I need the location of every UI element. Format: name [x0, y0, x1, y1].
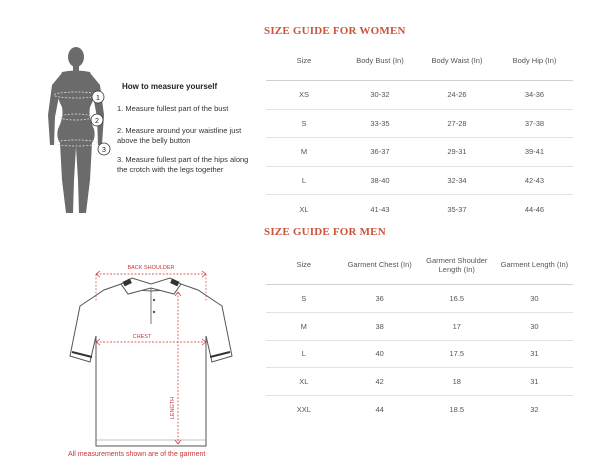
table-row: [266, 368, 573, 396]
table-header-row: [266, 245, 573, 285]
table-cell: M: [266, 312, 342, 340]
table-cell: 36: [342, 285, 418, 313]
column-header: Garment Shoulder Length (In): [418, 245, 496, 285]
table-cell: 30-32: [342, 81, 418, 110]
table-row: [266, 109, 573, 138]
table-cell: M: [266, 138, 342, 167]
column-header: Garment Length (In): [496, 245, 573, 285]
table-row: [266, 285, 573, 313]
table-cell: 31: [496, 340, 573, 368]
table-cell: XL: [266, 368, 342, 396]
table-cell: 38-40: [342, 166, 418, 195]
table-cell: 31: [496, 368, 573, 396]
table-cell: S: [266, 109, 342, 138]
column-header: Body Hip (In): [496, 40, 573, 81]
table-cell: 18.5: [449, 405, 465, 415]
women-size-guide-heading: SIZE GUIDE FOR WOMEN: [264, 25, 406, 37]
chest-label: CHEST: [132, 334, 152, 340]
length-label: LENGTH: [170, 396, 176, 420]
svg-text:2: 2: [95, 118, 99, 125]
column-header: Size: [266, 40, 342, 81]
table-cell: 29-31: [418, 138, 496, 167]
measure-title: How to measure yourself: [122, 82, 218, 91]
figure-torso: [57, 71, 94, 144]
svg-text:1: 1: [96, 95, 100, 102]
table-cell: 32: [530, 405, 539, 415]
table-cell: L: [266, 340, 342, 368]
table-cell: 17: [418, 312, 496, 340]
table-cell: 33-35: [342, 109, 418, 138]
figure-head: [68, 47, 84, 67]
table-cell: 39-41: [496, 138, 573, 167]
table-cell: L: [266, 166, 342, 195]
table-cell: 40: [342, 340, 418, 368]
table-row: [266, 138, 573, 167]
table-cell: 34-36: [496, 81, 573, 110]
table-row: [266, 312, 573, 340]
marker-3: [98, 143, 110, 155]
table-cell: 32-34: [418, 166, 496, 195]
women-size-table: [266, 40, 573, 223]
table-row: [266, 396, 573, 423]
table-row: [266, 166, 573, 195]
table-cell: 37-38: [496, 109, 573, 138]
measure-step-2: 2. Measure around your waistline just above the belly button: [117, 126, 242, 145]
table-cell: 30: [496, 285, 573, 313]
table-cell: XXL: [296, 405, 311, 415]
table-row: [266, 340, 573, 368]
table-cell: 35-37: [447, 204, 467, 214]
table-cell: 36-37: [342, 138, 418, 167]
men-size-guide-heading: SIZE GUIDE FOR MEN: [264, 226, 386, 238]
table-cell: 24-26: [418, 81, 496, 110]
table-cell: XS: [266, 81, 342, 110]
table-cell: S: [266, 285, 342, 313]
marker-1: [92, 91, 104, 103]
table-cell: 30: [496, 312, 573, 340]
column-header: Body Bust (In): [342, 40, 418, 81]
table-row: [266, 195, 573, 223]
men-size-table: [266, 245, 573, 423]
svg-text:3: 3: [102, 147, 106, 154]
marker-2: [91, 114, 103, 126]
table-cell: 42: [342, 368, 418, 396]
column-header: Garment Chest (In): [342, 245, 418, 285]
table-cell: 17.5: [418, 340, 496, 368]
back-shoulder-label: BACK SHOULDER: [127, 265, 175, 271]
measure-step-1: 1. Measure fullest part of the bust: [117, 104, 229, 113]
table-cell: 18: [418, 368, 496, 396]
measure-step-3: 3. Measure fullest part of the hips along the crotch with the legs together: [117, 155, 249, 174]
column-header: Size: [266, 245, 342, 285]
table-cell: XL: [299, 204, 309, 214]
table-cell: 16.5: [418, 285, 496, 313]
garment-footnote: All measurements shown are of the garment: [68, 451, 206, 458]
figure-legs: [60, 143, 92, 213]
polo-shirt-diagram: [66, 258, 236, 458]
table-row: [266, 81, 573, 110]
table-cell: 41-43: [370, 204, 390, 214]
table-header-row: [266, 40, 573, 81]
table-cell: 27-28: [418, 109, 496, 138]
table-cell: 44-46: [524, 204, 545, 214]
column-header: Body Waist (In): [418, 40, 496, 81]
table-cell: 44: [375, 405, 384, 415]
table-cell: 42-43: [496, 166, 573, 195]
table-cell: 38: [342, 312, 418, 340]
